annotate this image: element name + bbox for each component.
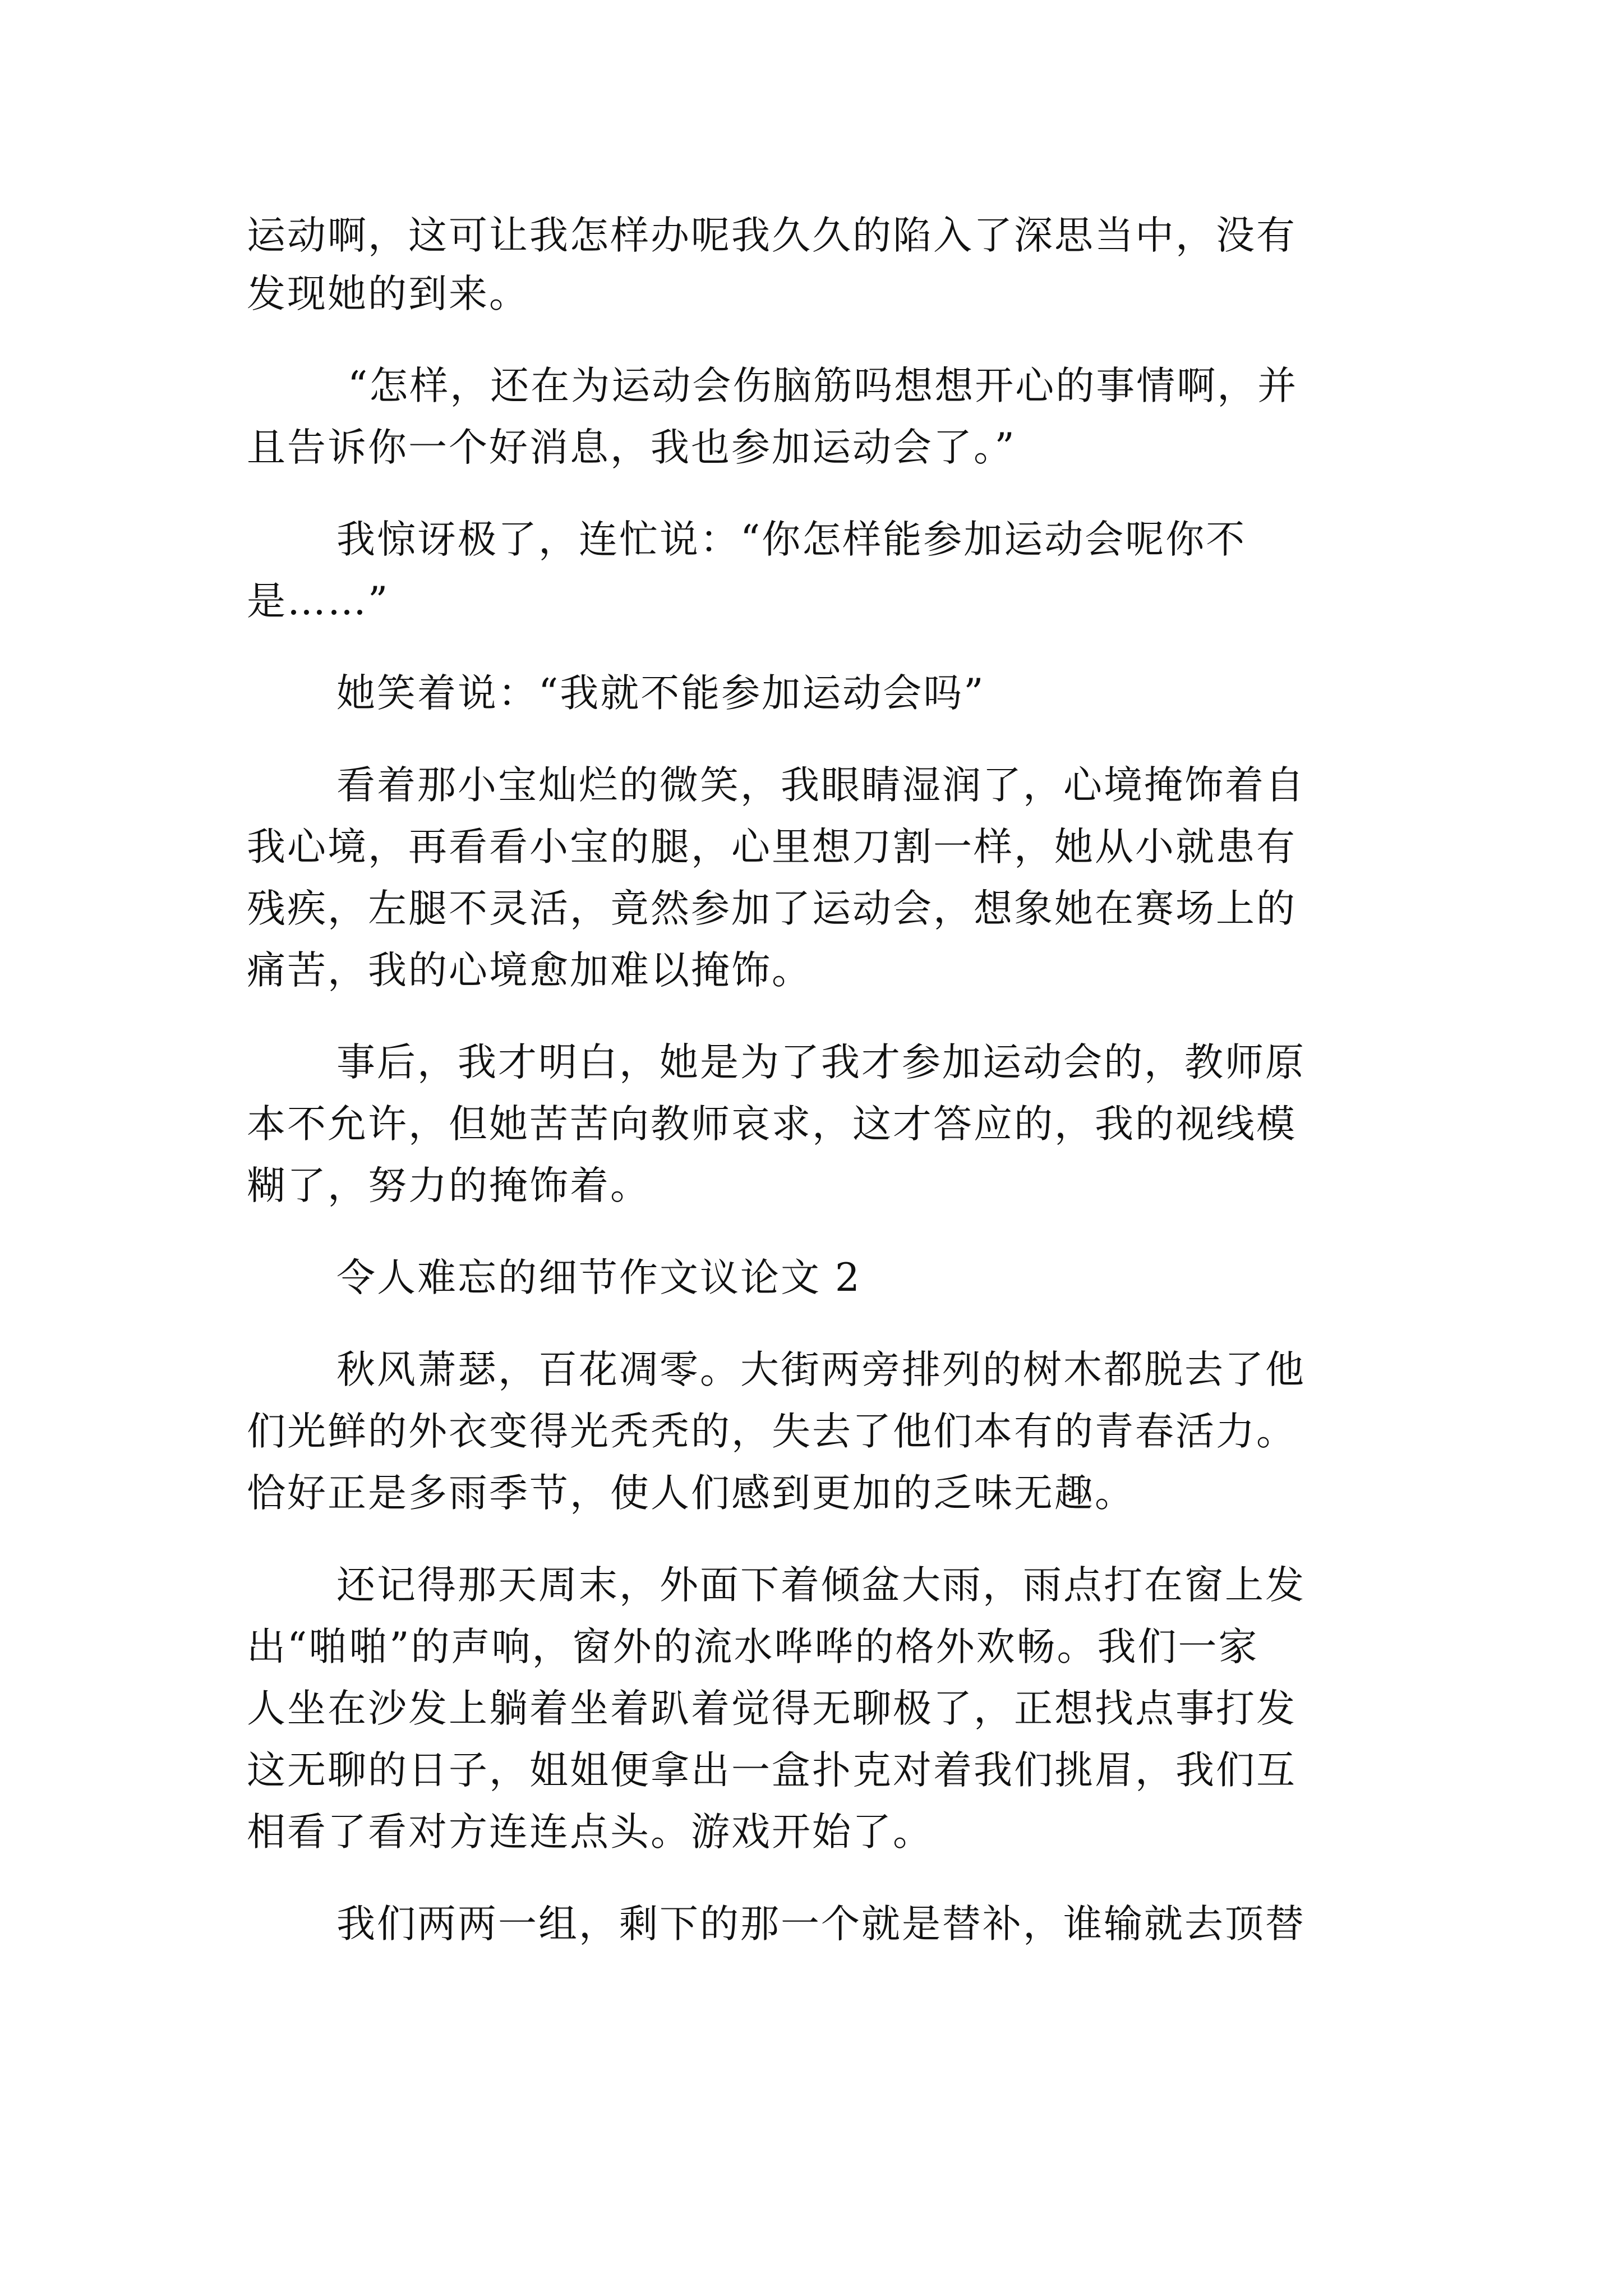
text-line: “怎样，还在为运动会伤脑筋吗想想开心的事情啊，并 <box>348 364 1298 408</box>
text-line: 看着那小宝灿烂的微笑，我眼睛湿润了，心境掩饰着自 <box>336 763 1306 808</box>
text-line: 我心境，再看看小宝的腿，心里想刀割一样，她从小就患有 <box>247 825 1297 869</box>
text-line: 糊了，努力的掩饰着。 <box>247 1163 651 1208</box>
text-line: 秋风萧瑟，百花凋零。大街两旁排列的树木都脱去了他 <box>336 1347 1306 1392</box>
text-line: 这无聊的日子，姐姐便拿出一盒扑克对着我们挑眉，我们互 <box>247 1748 1297 1793</box>
text-line: 残疾，左腿不灵活，竟然参加了运动会，想象她在赛场上的 <box>247 886 1297 931</box>
text-line: 是……” <box>247 579 390 624</box>
text-line: 且告诉你一个好消息，我也参加运动会了。” <box>247 425 1016 470</box>
text-line: 们光鲜的外衣变得光秃秃的，失去了他们本有的青春活力。 <box>247 1409 1297 1454</box>
text-line: 我们两两一组，剩下的那一个就是替补，谁输就去顶替 <box>336 1902 1306 1947</box>
text-line: 我惊讶极了，连忙说：“你怎样能参加运动会呢你不 <box>336 517 1247 562</box>
text-line: 发现她的到来。 <box>247 272 529 316</box>
text-line: 恰好正是多雨季节，使人们感到更加的乏味无趣。 <box>247 1471 1135 1516</box>
section-heading: 令人难忘的细节作文议论文 2 <box>336 1255 861 1300</box>
text-line: 相看了看对方连连点头。游戏开始了。 <box>247 1810 933 1855</box>
text-line: 本不允许，但她苦苦向教师哀求，这才答应的，我的视线模 <box>247 1102 1297 1147</box>
text-line: 运动啊，这可让我怎样办呢我久久的陷入了深思当中，没有 <box>247 213 1297 258</box>
text-line: 出“啪啪”的声响，窗外的流水哗哗的格外欢畅。我们一家 <box>247 1625 1259 1669</box>
text-line: 还记得那天周末，外面下着倾盆大雨，雨点打在窗上发 <box>336 1563 1306 1608</box>
text-line: 她笑着说：“我就不能参加运动会吗” <box>336 671 985 716</box>
text-line: 痛苦，我的心境愈加难以掩饰。 <box>247 948 812 993</box>
text-line: 事后，我才明白，她是为了我才参加运动会的，教师原 <box>336 1040 1306 1085</box>
text-line: 人坐在沙发上躺着坐着趴着觉得无聊极了，正想找点事打发 <box>247 1686 1297 1731</box>
